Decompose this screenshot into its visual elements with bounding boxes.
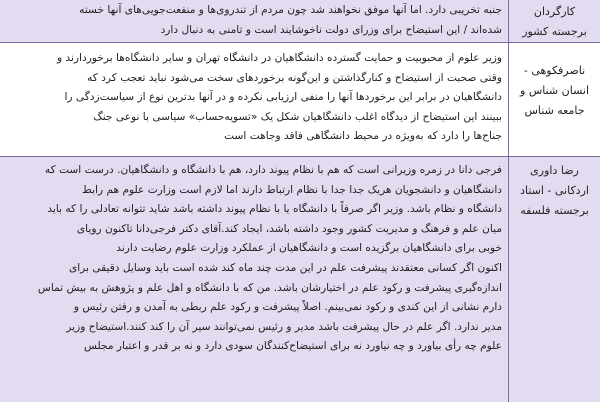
quote-line: ببینند این استیضاح از دیدگاه اغلب دانشگاهیان شکل یک «تسویه‌حساب» سیاسی با نوعی جنگ — [93, 110, 502, 123]
quote-line: دانشگاه و نظام باشد. وزیر اگر صرفاً با دانشگاه یا با نظام پیوند داشته باشد شاید تتوانه تعادلی را که باید — [47, 203, 502, 216]
quote-line: علوم چه رأی بیاورد و چه نیاورد نه برای استیضاح‌کنندگان سودی دارد و نه بر قدر و اعتبار مجلس — [84, 340, 502, 353]
quote-line: مدیر ندارد. اگر علم در حال پیشرفت باشد مدیر و رئیس نمی‌توانند سیر آن را کند کنند.استیضاح وزیر — [66, 320, 502, 333]
quote-line: دانشگاهیان و دانشجویان هریک جدا جدا با نظام ارتباط دارند اما لازم است وزارت علوم هم رابط — [82, 183, 502, 196]
quote-line: جنبه تخریبی دارد. اما آنها موفق نخواهند شد چون مردم از تندروی‌ها و منفعت‌جویی‌های آنها خسته — [79, 4, 502, 16]
table-row — [0, 43, 600, 157]
speaker-name-line: انسان شناس و — [520, 84, 589, 97]
quote-cell — [0, 0, 508, 42]
table-row — [0, 157, 600, 402]
quote-line: دانشگاهیان در برابر این برخوردها آنها را منفی ارزیابی نکرده و در آنها بدترین نوع از سیاست‌زدگی را — [64, 91, 502, 104]
quote-line: وزیر علوم از محبوبیت و حمایت گسترده دانشگاهیان در دانشگاه تهران و سایر دانشگاه‌ها برخوردارند و — [56, 52, 502, 64]
quote-line: فرجی دانا در زمره وزیرانی است که هم با نظام پیوند دارد، هم با دانشگاه و دانشگاهیان. درست است که — [44, 164, 502, 176]
quote-line: وقتی صحبت از استیضاح و کنارگذاشتن و این‌گونه برخوردهای سخت می‌شود نباید تعجب کرد که — [87, 71, 502, 84]
speaker-cell — [508, 157, 600, 402]
quote-line: خوبی برای دانشگاهیان برگزیده است و دانشگاهیان از عملکرد وزارت علوم رضایت دارند — [116, 242, 502, 255]
quote-line: شده‌اند / این استیضاح برای وزرای دولت ناخوشایند است و تامنی به دنبال دارد — [160, 23, 502, 36]
quote-line: اکنون اگر کسانی معتقدند پیشرفت علم در این مدت چند ماه کند شده است باید وسایل دقیقی برای — [68, 261, 502, 274]
speaker-name-line: برجسته کشور — [522, 25, 587, 38]
speaker-name-line: رضا داوری — [530, 164, 579, 177]
quote-line: جناح‌ها را دارد که به‌ویژه در محیط دانشگاهی فاقد وجاهت است — [224, 130, 502, 143]
table-row — [0, 0, 600, 43]
quote-cell — [0, 43, 508, 156]
speaker-name-line: ناصرفکوهی - — [523, 64, 586, 77]
quote-line: اندازه‌گیری پیشرفت و رکود علم در اختیارشان باشد. من که با دانشگاه و اهل علم و پژوهش به بیش تماس — [37, 281, 502, 294]
speaker-cell — [508, 43, 600, 156]
speaker-name-line: برجسته فلسفه — [520, 204, 589, 217]
speaker-name-line: اردکانی - استاد — [520, 184, 589, 197]
speaker-cell — [508, 0, 600, 42]
speaker-name-line: جامعه شناس — [524, 104, 585, 117]
quote-line: میان علم و فرهنگ و مدیریت کشور وجود داشته باشد، ایجاد کند.آقای دکتر فرجی‌دانا تاکنون رویای — [76, 222, 502, 235]
speaker-name-line: کارگردان — [533, 5, 576, 18]
quote-cell — [0, 157, 508, 402]
quote-line: دارم نشانی از این کندی و رکود نمی‌بینم. اصلاً پیشرفت و رکود علم ربطی به آمدن و رفتن رئیس و — [73, 301, 502, 314]
